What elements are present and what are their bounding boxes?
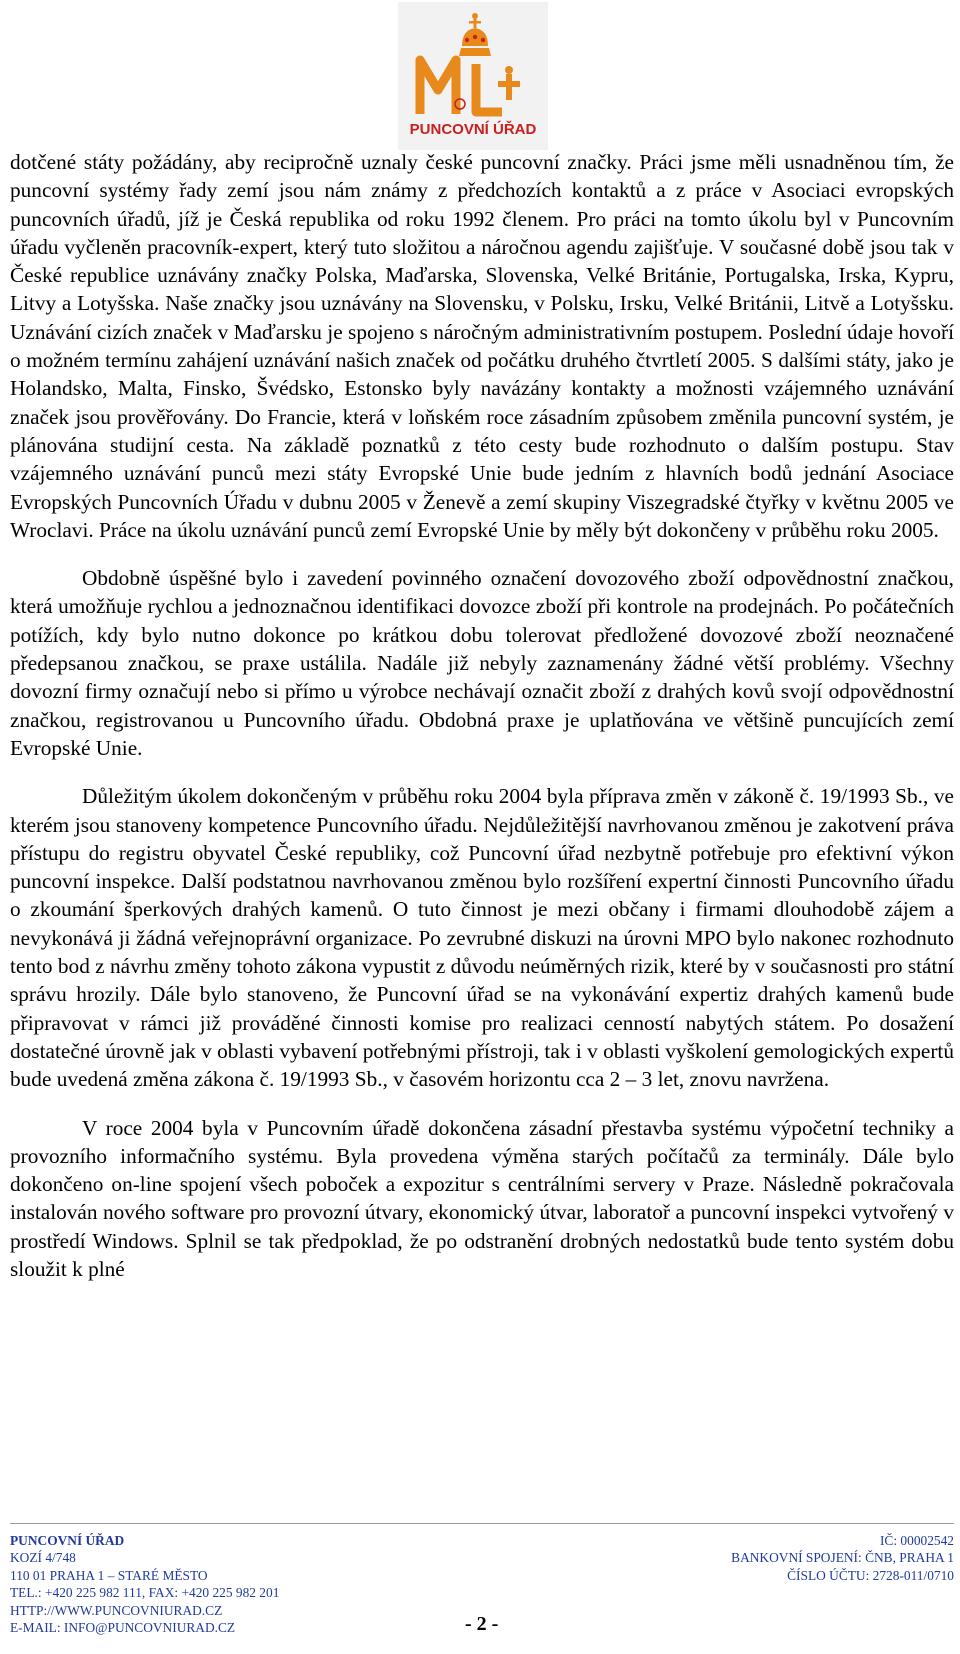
footer-city: 110 01 PRAHA 1 – STARÉ MĚSTO xyxy=(10,1567,208,1583)
footer-bank-info xyxy=(731,1532,954,1584)
document-body xyxy=(10,148,954,1283)
logo-text: PUNCOVNÍ ÚŘAD xyxy=(409,121,537,138)
paragraph-4: V roce 2004 byla v Puncovním úřadě dokončena zásadní přestavba systému výpočetní techniky a provozního informačního systému. Byla provedena výměna starých počítačů za terminály. Dále bylo dokončeno on-line spojení všech poboček a expozitur s centrálními servery v Praze. Následně pokračovala instalován nového software pro provozní útvary, ekonomický útvar, laboratoř a puncovní inspekci vytvořený v prostředí Windows. Splnil se tak předpoklad, že po odstranění drobných nedostatků bude tento systém dobu sloužit k plné xyxy=(10,1115,954,1281)
footer-email-link[interactable]: E-MAIL: INFO@PUNCOVNIURAD.CZ xyxy=(10,1620,236,1636)
footer-org-name: PUNCOVNÍ ÚŘAD xyxy=(10,1533,125,1548)
footer-web-link[interactable]: HTTP://WWW.PUNCOVNIURAD.CZ xyxy=(10,1602,223,1618)
paragraph-1: dotčené státy požádány, aby recipročně uznaly české puncovní značky. Práci jsme měli usnadněnou tím, že puncovní systémy řady zemí jsou nám známy z předchozích kontaktů a z práce v Asociaci evropských puncovních úřadů, jíž je Česká republika od roku 1992 členem. Pro práci na tomto úkolu byl v Puncovním úřadu vyčleněn pracovník-expert, který tuto složitou a náročnou agendu zajišťuje. V současné době jsou tak v České republice uznávány značky Polska, Maďarska, Slovenska, Velké Británie, Portugalska, Irska, Kypru, Litvy a Lotyšska. Naše značky jsou uznávány na Slovensku, v Polsku, Irsku, Velké Británii, Litvě a Lotyšsku. Uznávání cizích značek v Maďarsku je spojeno s náročným administrativním postupem. Poslední údaje hovoří o možném termínu zahájení uznávání našich značek od počátku druhého čtvrtletí 2005. S dalšími státy, jako je Holandsko, Malta, Finsko, Švédsko, Estonsko byly navázány kontakty a možnosti vzájemného uznávání značek jsou prověřovány. Do Francie, která v loňském roce zásadním způsobem změnila puncovní systém, je plánována studijní cesta. Na základě poznatků z této cesty bude rozhodnuto o dalším postupu. Stav vzájemného uznávání punců mezi státy Evropské Unie bude jedním z hlavních bodů jednání Asociace Evropských Puncovních Úřadu v dubnu 2005 v Ženevě a zemí skupiny Viszegradské čtyřky v květnu 2005 ve Wroclavi. Práce na úkolu uznávání punců zemí Evropské Unie by měly být dokončeny v průběhu roku 2005. xyxy=(10,150,954,542)
paragraph-2: Obdobně úspěšné bylo i zavedení povinného označení dovozového zboží odpovědnostní značkou, která umožňuje rychlou a jednoznačnou identifikaci dovozce zboží při kontrole na prodejnách. Po počátečních potížích, kdy bylo nutno dokonce po krátkou dobu tolerovat předložené dovozové zboží neoznačené předepsanou značkou, se praxe ustálila. Nadále již nebyly zaznamenány žádné větší problémy. Všechny dovozní firmy označují nebo si přímo u výrobce nechávají označit zboží z drahých kovů svojí odpovědnostní značkou, registrovanou u Puncovního úřadu. Obdobná praxe je uplatňována ve většině puncujících zemí Evropské Unie. xyxy=(10,566,954,760)
footer-divider xyxy=(10,1523,954,1524)
paragraph-3: Důležitým úkolem dokončeným v průběhu roku 2004 byla příprava změn v zákoně č. 19/1993 Sb., ve kterém jsou stanoveny kompetence Puncovního úřadu. Nejdůležitější navrhovanou změnou je zakotvení práva přístupu do registru obyvatel České republiky, což Puncovní úřad nezbytně potřebuje pro efektivní výkon puncovní inspekce. Další podstatnou navrhovanou změnou bylo rozšíření expertní činnosti Puncovního úřadu o zkoumání šperkových drahých kamenů. O tuto činnost je mezi občany i firmami dlouhodobě zájem a nevykonává ji žádná veřejnoprávní organizace. Po zevrubné diskuzi na úrovni MPO bylo nakonec rozhodnuto tento bod z návrhu změny tohoto zákona vypustit z důvodu neúměrných rizik, které by v současnosti pro státní správu hrozily. Dále bylo stanoveno, že Puncovní úřad se na vykonávání expertiz drahých kamenů bude připravovat v rámci již prováděné činnosti komise pro realizaci cenností nabytých státem. Po dosažení dostatečné úrovně jak v oblasti vybavení potřebnými přístroji, tak i v oblasti vyškolení gemologických expertů bude uvedená změna zákona č. 19/1993 Sb., v časovém horizontu cca 2 – 3 let, znovu navržena. xyxy=(10,784,954,1092)
footer-address xyxy=(10,1532,279,1636)
puncovni-urad-logo xyxy=(398,2,548,150)
footer xyxy=(10,1532,954,1648)
footer-bank: BANKOVNÍ SPOJENÍ: ČNB, PRAHA 1 xyxy=(731,1550,954,1566)
page-number: - 2 - xyxy=(465,1613,499,1635)
footer-street: KOZÍ 4/748 xyxy=(10,1550,76,1566)
footer-ic: IČ: 00002542 xyxy=(879,1533,954,1548)
footer-phone: TEL.: +420 225 982 111, FAX: +420 225 982 201 xyxy=(10,1585,280,1601)
logo-emblem-icon xyxy=(398,2,548,150)
footer-account: ČÍSLO ÚČTU: 2728-011/0710 xyxy=(787,1567,954,1583)
